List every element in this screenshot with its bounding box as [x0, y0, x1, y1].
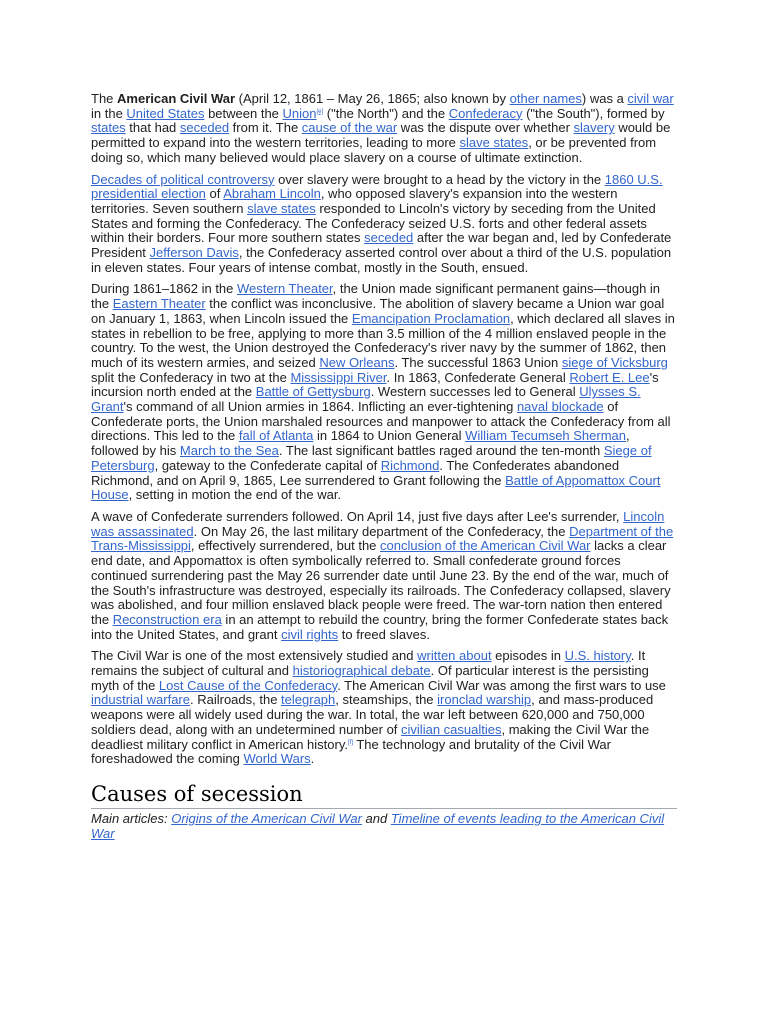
text: split the Confederacy in two at the	[91, 369, 291, 385]
text: from it. The	[229, 120, 302, 136]
text: .	[310, 751, 315, 767]
link-naval-blockade[interactable]: naval blockade	[516, 399, 604, 415]
text: after the war began and, led by Confederate President	[91, 230, 672, 261]
text: 's command of all Union armies in 1864. Inflicting an ever-tightening	[123, 399, 517, 415]
text: (April 12, 1861 – May 26, 1865; also known by	[235, 91, 510, 106]
text: During 1861–1862 in the	[91, 281, 238, 297]
paragraph-surrenders	[91, 510, 677, 642]
text: , gateway to the Confederate capital of	[154, 457, 381, 473]
link-confederacy[interactable]: Confederacy	[448, 105, 523, 121]
text: The technology and brutality of the Civil War foreshadowed the coming	[91, 736, 611, 767]
text: responded to Lincoln's victory by seceding from the United States and forming the Confederacy. The Confederacy seized U.S. forts and other federal assets within their borders. Four more southern states	[91, 200, 656, 246]
text: of	[205, 186, 224, 202]
text: . The successful 1863 Union	[394, 354, 562, 370]
link-civil-rights[interactable]: civil rights	[281, 626, 339, 642]
text: . Western successes led to General	[370, 384, 580, 400]
link-lincoln-assassinated[interactable]: Lincoln was assassinated	[91, 508, 665, 539]
text: between the	[204, 105, 283, 121]
text: , making the Civil War the deadliest military conflict in American history.	[91, 721, 650, 752]
link-lost-cause[interactable]: Lost Cause of the Confederacy	[158, 677, 338, 693]
text: The	[91, 91, 118, 106]
text: episodes in	[491, 648, 565, 664]
text: . On May 26, the last military department of the Confederacy, the	[193, 523, 570, 539]
paragraph-intro	[91, 92, 677, 166]
link-1860-election[interactable]: 1860 U.S. presidential election	[91, 171, 663, 202]
text: over slavery were brought to a head by the victory in the	[274, 171, 605, 187]
text: , steamships, the	[335, 692, 438, 708]
text: lacks a clear end date, and Appomattox is often symbolically referred to. Small confederate ground forces continued surrendering past the May 26 surrender date until June 23. By the end of the war, much of the South's infrastructure was destroyed, especially its railroads. The Confederacy collapsed, slavery was abolished, and four million enslaved black people were freed. The war-torn nation then entered the	[91, 538, 671, 627]
text: ) was a	[581, 91, 628, 106]
text: , and mass-produced weapons were all widely used during the war. In total, the war left between 620,000 and 750,000 soldiers dead, along with an undetermined number of	[91, 692, 654, 737]
text: to freed slaves.	[338, 626, 430, 642]
text: the conflict was inconclusive. The abolition of slavery became a Union war goal on January 1, 1863, when Lincoln issued the	[91, 296, 665, 326]
paragraph-campaigns	[91, 282, 677, 503]
link-jefferson-davis[interactable]: Jefferson Davis	[149, 245, 239, 261]
link-emancipation-proclamation[interactable]: Emancipation Proclamation	[351, 310, 511, 326]
link-william-tecumseh-sherman[interactable]: William Tecumseh Sherman	[465, 428, 627, 444]
link-united-states[interactable]: United States	[126, 105, 205, 121]
text: that had	[125, 120, 180, 136]
link-eastern-theater[interactable]: Eastern Theater	[112, 296, 206, 312]
link-world-wars[interactable]: World Wars	[243, 751, 311, 767]
main-articles-hatnote	[91, 812, 677, 841]
link-other-names[interactable]: other names	[509, 91, 582, 106]
link-cause-of-the-war[interactable]: cause of the war	[301, 120, 398, 136]
footnote-f[interactable]: [f]	[347, 739, 353, 746]
text: , effectively surrendered, but the	[190, 538, 381, 554]
link-slave-states[interactable]: slave states	[247, 200, 316, 216]
link-seceded[interactable]: seceded	[364, 230, 414, 246]
text: in an attempt to rebuild the country, bring the former Confederate states back into the United States, and grant	[91, 611, 669, 642]
link-battle-of-appomattox[interactable]: Battle of Appomattox Court House	[91, 472, 661, 503]
link-conclusion-of-war[interactable]: conclusion of the American Civil War	[380, 538, 591, 554]
section-heading: Causes of secession	[91, 781, 677, 809]
text: in the	[91, 105, 127, 121]
link-written-about[interactable]: written about	[417, 648, 492, 664]
link-reconstruction-era[interactable]: Reconstruction era	[112, 611, 222, 627]
link-battle-of-gettysburg[interactable]: Battle of Gettysburg	[255, 384, 371, 400]
link-new-orleans[interactable]: New Orleans	[319, 354, 395, 370]
link-richmond[interactable]: Richmond	[380, 457, 440, 473]
link-siege-of-vicksburg[interactable]: siege of Vicksburg	[561, 354, 668, 370]
link-seceded[interactable]: seceded	[179, 120, 230, 136]
text: was the dispute over whether	[397, 120, 574, 136]
link-states[interactable]: states	[91, 120, 126, 136]
text: . Of particular interest is the persisting myth of the	[91, 663, 649, 693]
link-civilian-casualties[interactable]: civilian casualties	[401, 721, 502, 737]
article-subject-bold: American Civil War	[117, 91, 236, 106]
link-slave-states[interactable]: slave states	[459, 135, 529, 151]
link-slavery[interactable]: slavery	[573, 120, 615, 136]
link-western-theater[interactable]: Western Theater	[237, 281, 333, 297]
link-fall-of-atlanta[interactable]: fall of Atlanta	[238, 428, 314, 444]
main-articles-label: Main articles:	[91, 810, 172, 826]
text: , setting in motion the end of the war.	[128, 487, 342, 503]
text: , which declared all slaves in states in rebellion to be free, applying to more than 3.5 million of the 4 million enslaved people in the country. To the west, the Union destroyed the Confederacy's river navy by the summer of 1862, then much of its western armies, and seized	[91, 310, 675, 370]
text: The Civil War is one of the most extensively studied and	[91, 648, 418, 664]
text: . The American Civil War was among the first wars to use	[337, 677, 666, 693]
link-trans-mississippi[interactable]: Department of the Trans-Mississippi	[91, 523, 674, 554]
link-robert-e-lee[interactable]: Robert E. Lee	[569, 369, 650, 385]
text: , who opposed slavery's expansion into the western territories. Seven southern	[91, 186, 618, 216]
paragraph-election	[91, 173, 677, 276]
link-abraham-lincoln[interactable]: Abraham Lincoln	[223, 186, 321, 202]
footnote-e[interactable]: [e]	[316, 108, 324, 115]
link-us-history[interactable]: U.S. history	[564, 648, 631, 664]
link-siege-of-petersburg[interactable]: Siege of Petersburg	[91, 443, 652, 473]
link-civil-war[interactable]: civil war	[627, 91, 674, 106]
text: . In 1863, Confederate General	[386, 369, 570, 385]
text: of Confederate ports, the Union marshaled resources and manpower to attack the Confederacy from all directions. This led to the	[91, 399, 671, 444]
text: 's incursion north ended at the	[91, 369, 659, 400]
link-timeline-of-events[interactable]: Timeline of events leading to the American Civil War	[91, 810, 665, 841]
text: ("the North") and the	[323, 105, 449, 121]
link-industrial-warfare[interactable]: industrial warfare	[91, 692, 190, 708]
paragraph-legacy	[91, 649, 677, 767]
text: , the Confederacy asserted control over about a third of the U.S. population in eleven states. Four years of intense combat, mostly in the South, ensued.	[91, 245, 672, 275]
text: , followed by his	[91, 428, 630, 459]
link-origins-of-war[interactable]: Origins of the American Civil War	[171, 810, 362, 826]
text: . Railroads, the	[190, 692, 282, 708]
text: . The last significant battles raged around the ten-month	[278, 443, 604, 459]
text: would be permitted to expand into the western territories, leading to more	[91, 120, 671, 151]
text: . It remains the subject of cultural and	[91, 648, 646, 679]
link-decades-of-controversy[interactable]: Decades of political controversy	[91, 171, 275, 187]
article-body	[91, 92, 677, 841]
text: and	[361, 810, 391, 826]
link-historiographical-debate[interactable]: historiographical debate	[292, 663, 431, 679]
link-ironclad-warship[interactable]: ironclad warship	[437, 692, 532, 708]
link-union[interactable]: Union	[282, 105, 317, 121]
link-telegraph[interactable]: telegraph	[281, 692, 336, 708]
text: A wave of Confederate surrenders followed. On April 14, just five days after Lee's surrender,	[91, 508, 624, 524]
link-mississippi-river[interactable]: Mississippi River	[290, 369, 387, 385]
link-ulysses-s-grant[interactable]: Ulysses S. Grant	[91, 384, 641, 415]
link-march-to-the-sea[interactable]: March to the Sea	[179, 443, 279, 459]
text: in 1864 to Union General	[313, 428, 466, 444]
text: , or be prevented from doing so, which many believed would place slavery on a course of ultimate extinction.	[91, 135, 657, 165]
text: ("the South"), formed by	[522, 105, 665, 121]
text: . The Confederates abandoned Richmond, and on April 9, 1865, Lee surrendered to Grant following the	[91, 457, 620, 488]
text: , the Union made significant permanent gains—though in the	[91, 281, 661, 312]
